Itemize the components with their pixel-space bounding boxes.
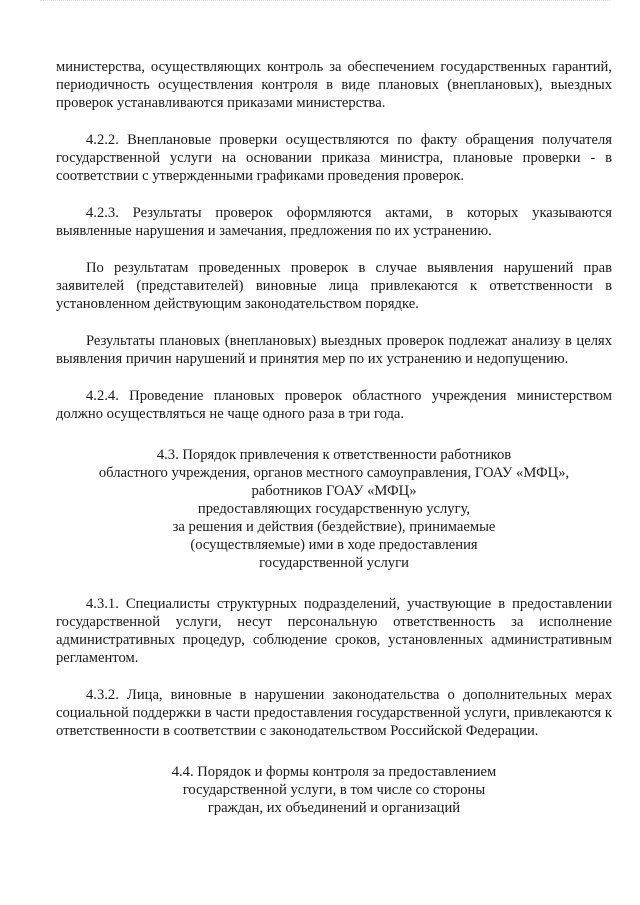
scan-top-edge-artifact <box>40 0 610 7</box>
heading-line: 4.3. Порядок привлечения к ответственности работников <box>156 447 512 463</box>
paragraph-analysis: Результаты плановых (внеплановых) выездных проверок подлежат анализу в целях выявления причин нарушений и принятия мер по их устранению и недопущению. <box>56 333 612 367</box>
paragraph-4-3-1: 4.3.1. Специалисты структурных подразделений, участвующие в предоставлении государственной услуги, несут персональную ответственность за исполнение административных процедур, соблюдение сроков, установленных административным регламентом. <box>56 596 612 666</box>
paragraph-4-2-4: 4.2.4. Проведение плановых проверок областного учреждения министерством должно осуществляться не чаще одного раза в три года. <box>56 388 612 422</box>
heading-line: за решения и действия (бездействие), принимаемые <box>172 519 496 535</box>
heading-line: государственной услуги <box>259 555 409 571</box>
paragraph-continuation: министерства, осуществляющих контроль за обеспечением государственных гарантий, периодичность осуществления контроля в виде плановых (внеплановых), выездных проверок устанавливаются приказами министерства. <box>56 59 612 111</box>
paragraph-violations: По результатам проведенных проверок в случае выявления нарушений прав заявителей (представителей) виновные лица привлекаются к ответственности в установленном действующим законодательством порядке. <box>56 260 612 312</box>
document-page <box>56 58 612 817</box>
heading-line: граждан, их объединений и организаций <box>207 800 461 816</box>
heading-line: предоставляющих государственную услугу, <box>197 501 471 517</box>
heading-line: (осуществляемые) ими в ходе предоставления <box>190 537 478 553</box>
heading-line: 4.4. Порядок и формы контроля за предоставлением <box>171 764 497 780</box>
section-heading-4-3 <box>56 446 612 572</box>
heading-line: работников ГОАУ «МФЦ» <box>251 483 417 499</box>
paragraph-4-3-2: 4.3.2. Лица, виновные в нарушении законодательства о дополнительных мерах социальной поддержки в части предоставления государственной услуги, привлекаются к ответственности в соответствии с законодательством Российской Федерации. <box>56 687 612 739</box>
paragraph-4-2-3: 4.2.3. Результаты проверок оформляются актами, в которых указываются выявленные нарушения и замечания, предложения по их устранению. <box>56 205 612 239</box>
section-heading-4-4 <box>56 763 612 817</box>
heading-line: областного учреждения, органов местного самоуправления, ГОАУ «МФЦ», <box>98 465 570 481</box>
heading-line: государственной услуги, в том числе со стороны <box>182 782 486 798</box>
paragraph-4-2-2: 4.2.2. Внеплановые проверки осуществляются по факту обращения получателя государственной услуги на основании приказа министра, плановые проверки - в соответствии с утвержденными графиками проведения проверок. <box>56 132 612 184</box>
